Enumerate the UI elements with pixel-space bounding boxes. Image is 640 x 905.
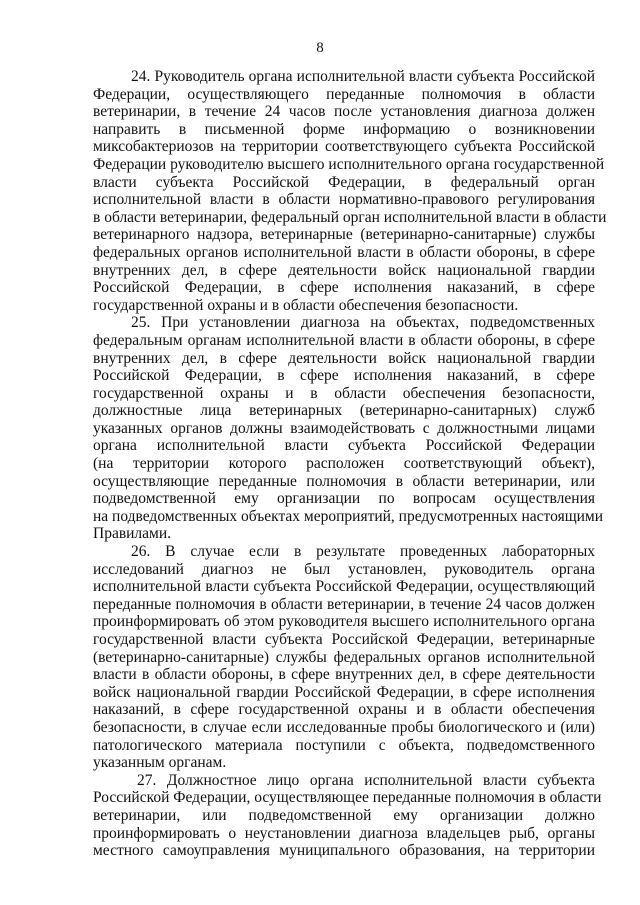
text-line: (ветеринарно-санитарные) службы федеральных органов исполнительной — [93, 648, 595, 666]
text-line: внутренних дел, в сфере деятельности войск национальной гвардии — [93, 349, 595, 367]
text-line: федеральным органам исполнительной власти в области обороны, в сфере — [93, 331, 595, 349]
text-line: в области ветеринарии, федеральный орган исполнительной власти в области — [93, 208, 607, 226]
text-line: Российской Федерации, в сфере исполнения наказаний, в сфере — [93, 367, 595, 385]
text-line: Российской Федерации, осуществляющее переданные полномочия в области — [93, 789, 602, 807]
text-line: Правилами. — [93, 525, 172, 543]
text-line: 27. Должностное лицо органа исполнительной власти субъекта — [137, 771, 595, 789]
text-line: ветеринарии, в течение 24 часов после установления диагноза должен — [93, 103, 595, 121]
text-line: органа исполнительной власти субъекта Российской Федерации — [93, 437, 595, 455]
text-line: миксобактериозов на территории соответствующего субъекта Российской — [93, 138, 595, 156]
text-line: Федерации, осуществляющего переданные полномочия в области — [93, 85, 595, 103]
text-line: исполнительной власти субъекта Российской Федерации, осуществляющий — [93, 578, 595, 596]
text-line: местного самоуправления муниципального образования, на территории — [93, 842, 595, 860]
text-line: исследований диагноз не был установлен, руководитель органа — [93, 560, 595, 578]
text-line: войск национальной гвардии Российской Федерации, в сфере исполнения — [93, 683, 595, 701]
page-number: 8 — [316, 40, 324, 56]
text-line: Российской Федерации, в сфере исполнения наказаний, в сфере — [93, 279, 595, 297]
text-line: государственной охраны и в области обеспечения безопасности. — [93, 296, 519, 314]
paragraph-24 — [93, 68, 607, 314]
document-body — [93, 68, 607, 860]
text-line: указанных органов должны взаимодействовать с должностными лицами — [93, 419, 595, 437]
text-line: ветеринарии, или подведомственной ему организации должно — [93, 806, 595, 824]
text-line: 25. При установлении диагноза на объектах, подведомственных — [131, 314, 595, 332]
text-line: указанным органам. — [93, 754, 227, 772]
text-line: переданные полномочия в области ветеринарии, в течение 24 часов должен — [93, 595, 595, 613]
text-line: должностные лица ветеринарных (ветеринарно-санитарных) служб — [93, 402, 595, 420]
text-line: патологического материала поступили с объекта, подведомственного — [93, 736, 595, 754]
text-line: подведомственной ему организации по вопросам осуществления — [93, 490, 595, 508]
text-line: проинформировать о неустановлении диагноза владельцев рыб, органы — [93, 824, 595, 842]
text-line: федеральных органов исполнительной власти в области обороны, в сфере — [93, 243, 595, 261]
text-line: (на территории которого расположен соответствующий объект), — [93, 455, 595, 473]
text-line: государственной власти субъекта Российской Федерации, ветеринарные — [93, 631, 595, 648]
paragraph-27 — [93, 771, 602, 860]
text-line: власти в области обороны, в сфере внутренних дел, в сфере деятельности — [93, 666, 595, 684]
text-line: наказаний, в сфере государственной охраны и в области обеспечения — [93, 701, 595, 719]
text-line: государственной охраны и в области обеспечения безопасности, — [93, 384, 595, 402]
paragraph-25 — [93, 314, 604, 543]
text-line: ветеринарного надзора, ветеринарные (ветеринарно-санитарные) службы — [93, 226, 595, 244]
text-line: внутренних дел, в сфере деятельности войск национальной гвардии — [93, 261, 595, 279]
text-line: проинформировать об этом руководителя высшего исполнительного органа — [93, 613, 595, 631]
text-line: безопасности, в случае если исследованные пробы биологического и (или) — [93, 718, 595, 736]
text-line: Федерации руководителю высшего исполнительного органа государственной — [93, 155, 605, 173]
text-line: направить в письменной форме информацию о возникновении — [93, 120, 595, 138]
text-line: 26. В случае если в результате проведенных лабораторных — [131, 543, 595, 561]
text-line: 24. Руководитель органа исполнительной власти субъекта Российской — [131, 68, 595, 85]
paragraph-26 — [93, 543, 595, 772]
text-line: на подведомственных объектах мероприятий, предусмотренных настоящими — [93, 507, 604, 525]
text-line: исполнительной власти в области нормативно-правового регулирования — [93, 191, 595, 209]
text-line: власти субъекта Российской Федерации, в федеральный орган — [93, 173, 595, 191]
text-line: осуществляющие переданные полномочия в области ветеринарии, или — [93, 472, 595, 490]
